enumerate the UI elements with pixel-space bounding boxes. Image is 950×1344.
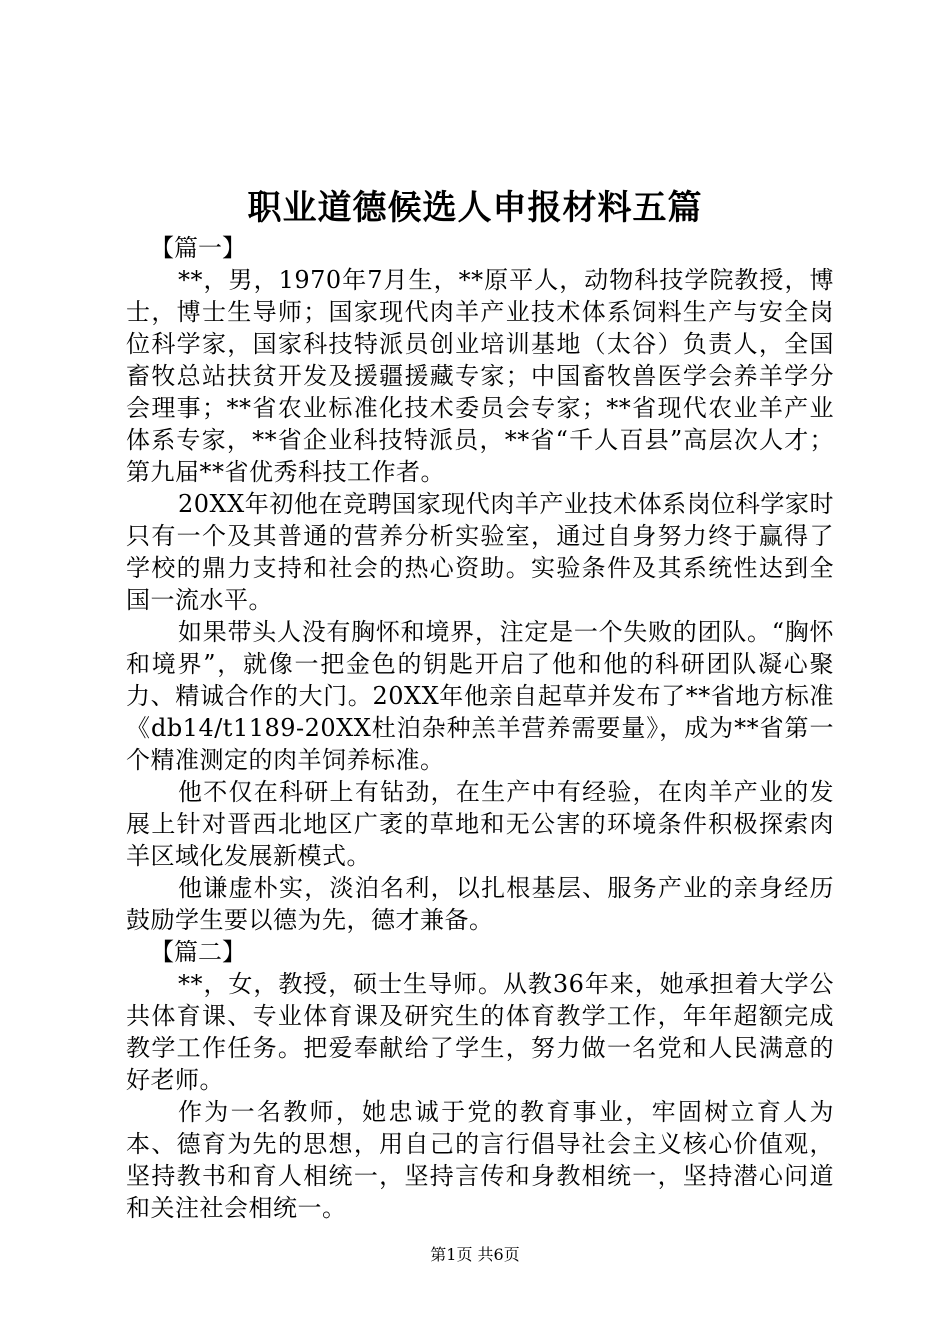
document-title: 职业道德候选人申报材料五篇	[247, 188, 703, 228]
page-footer: 第1页 共6页	[430, 1245, 520, 1264]
document-body	[126, 232, 834, 1224]
paragraph: 如果带头人没有胸怀和境界，注定是一个失败的团队。“胸怀和境界”，就像一把金色的钥匙开启了他和他的科研团队凝心聚力、精诚合作的大门。20XX年他亲自起草并发布了**省地方标准《db14/t1189-20XX杜泊杂种羔羊营养需要量》，成为**省第一个精准测定的肉羊饲养标准。	[126, 618, 834, 774]
section-1	[126, 232, 834, 936]
section-heading: 【篇二】	[150, 938, 246, 966]
paragraph: 20XX年初他在竞聘国家现代肉羊产业技术体系岗位科学家时只有一个及其普通的营养分析实验室，通过自身努力终于赢得了学校的鼎力支持和社会的热心资助。实验条件及其系统性达到全国一流水平。	[126, 490, 834, 614]
paragraph: **，女，教授，硕士生导师。从教36年来，她承担着大学公共体育课、专业体育课及研究生的体育教学工作，年年超额完成教学工作任务。把爱奉献给了学生，努力做一名党和人民满意的好老师。	[126, 970, 834, 1094]
section-2	[126, 936, 834, 1224]
paragraph: 他不仅在科研上有钻劲，在生产中有经验，在肉羊产业的发展上针对晋西北地区广袤的草地和无公害的环境条件积极探索肉羊区域化发展新模式。	[126, 778, 834, 870]
paragraph: **，男，1970年7月生，**原平人，动物科技学院教授，博士，博士生导师；国家现代肉羊产业技术体系饲料生产与安全岗位科学家，国家科技特派员创业培训基地（太谷）负责人，全国畜牧总站扶贫开发及援疆援藏专家；中国畜牧兽医学会养羊学分会理事；**省农业标准化技术委员会专家；**省现代农业羊产业体系专家，**省企业科技特派员，**省“千人百县”高层次人才；第九届**省优秀科技工作者。	[126, 266, 834, 486]
paragraph: 作为一名教师，她忠诚于党的教育事业，牢固树立育人为本、德育为先的思想，用自己的言行倡导社会主义核心价值观，坚持教书和育人相统一，坚持言传和身教相统一，坚持潜心问道和关注社会相统一。	[126, 1098, 834, 1222]
paragraph: 他谦虚朴实，淡泊名利，以扎根基层、服务产业的亲身经历鼓励学生要以德为先，德才兼备。	[126, 874, 834, 934]
section-heading: 【篇一】	[150, 234, 246, 262]
